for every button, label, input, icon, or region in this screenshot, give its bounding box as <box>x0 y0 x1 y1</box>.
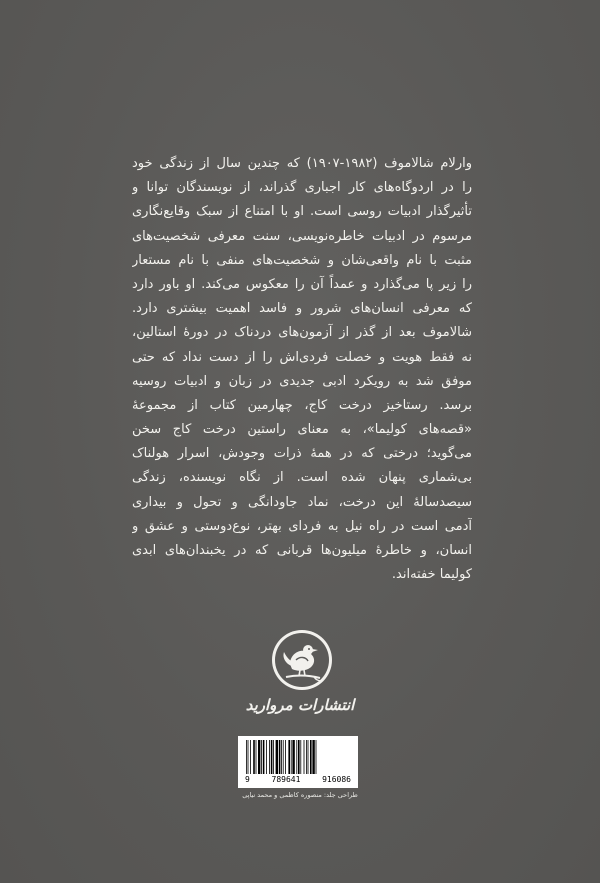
barcode-bar <box>288 740 290 774</box>
blurb-line: بی‌شماری پنهان شده است. از نگاه نویسنده، زندگی <box>132 470 472 486</box>
blurb-line: «قصه‌های کولیما»، به معنای راستین درخت کاج سخن <box>132 422 472 438</box>
blurb-text <box>132 152 472 587</box>
barcode-bar <box>279 740 281 774</box>
barcode-bar <box>253 740 255 774</box>
barcode-bar <box>248 740 249 774</box>
blurb-line: مرسوم در ادبیات خاطره‌نویسی، سنت معرفی شخصیت‌های <box>132 228 472 244</box>
blurb-line: سیصدسالهٔ این درخت، نماد جاودانگی و تحول و بیداری <box>132 494 472 510</box>
blurb-line: موفق شد به رویکرد ادبی جدیدی در زبان و ادبیات روسیه <box>132 373 472 389</box>
blurb-line-last: کولیما خفته‌اند. <box>391 567 472 583</box>
blurb-line: وارلام شالاموف (۱۹۸۲-۱۹۰۷) که چندین سال از زندگی خود <box>132 156 472 171</box>
barcode-bar <box>291 740 292 774</box>
barcode-bar <box>250 740 251 774</box>
barcode-bar <box>276 740 278 774</box>
barcode-bar <box>312 740 314 774</box>
barcode-bar <box>308 740 309 774</box>
blurb-line: نه فقط هویت و خصلت فردی‌اش را از دست نداد که حتی <box>132 349 472 365</box>
blurb-line: شالاموف بعد از گذر از آزمون‌های دردناک در دورهٔ استالین، <box>132 325 472 341</box>
barcode-bar <box>258 740 260 774</box>
blurb-line: برسد. رستاخیز درخت کاج، چهارمین کتاب از مجموعهٔ <box>132 397 472 413</box>
bird-on-branch-icon <box>270 628 334 692</box>
barcode-bar <box>285 740 286 774</box>
barcode-bar <box>261 740 262 774</box>
barcode-bar <box>266 740 267 774</box>
barcode-bar <box>300 740 301 774</box>
barcode-bar <box>256 740 257 774</box>
barcode-digit-group-left: 789641 <box>271 775 301 784</box>
blurb-line: را زیر پا می‌گذارد و عمداً آن را معکوس می‌کند. او باور دارد <box>132 276 472 292</box>
barcode-bar <box>292 740 294 774</box>
blurb-line: انسان، و خاطرهٔ میلیون‌ها قربانی که در یخبندان‌های ابدی <box>132 543 472 558</box>
barcode-bar <box>271 740 273 774</box>
barcode-bar <box>263 740 265 774</box>
barcode-digits <box>244 774 352 785</box>
barcode-digit-group-right: 916086 <box>322 775 351 784</box>
barcode-bar <box>316 740 317 774</box>
publisher-logotype: انتشارات مروارید <box>245 696 355 714</box>
blurb-line: که معرفی انسان‌های شرور و فاسد اهمیت بیشتری دارد. <box>132 301 472 317</box>
isbn-barcode <box>238 736 358 788</box>
barcode-bar <box>296 740 297 774</box>
blurb-line: تأثیرگذار ادبیات روسی است. او با امتناع از سبک وقایع‌نگاری <box>132 204 472 220</box>
barcode-bar <box>283 740 284 774</box>
barcode-bar <box>298 740 300 774</box>
blurb-line: را در اردوگاه‌های کار اجباری گذراند، از نویسندگان توانا و <box>132 180 472 196</box>
barcode-bar <box>304 740 305 774</box>
barcode-bars <box>244 740 352 774</box>
barcode-bar <box>269 740 270 774</box>
barcode-digit-prefix: 9 <box>245 775 250 784</box>
barcode-bar <box>281 740 282 774</box>
barcode-bar <box>306 740 307 774</box>
barcode-bar <box>246 740 247 774</box>
blurb-line: مثبت با نام واقعی‌شان و شخصیت‌های منفی با نام مستعار <box>132 252 472 268</box>
blurb-line: می‌گوید؛ درختی که در همهٔ ذرات وجودش، اسرار هولناک <box>132 446 472 462</box>
blurb-line: آدمی است در راه نیل به فردای بهتر، نوع‌دوستی و عشق و <box>132 518 472 534</box>
barcode-bar <box>310 740 312 774</box>
cover-designer-credit: طراحی جلد: منصوره کاظمی و محمد نیاپی <box>242 791 358 799</box>
barcode-bar <box>273 740 274 774</box>
